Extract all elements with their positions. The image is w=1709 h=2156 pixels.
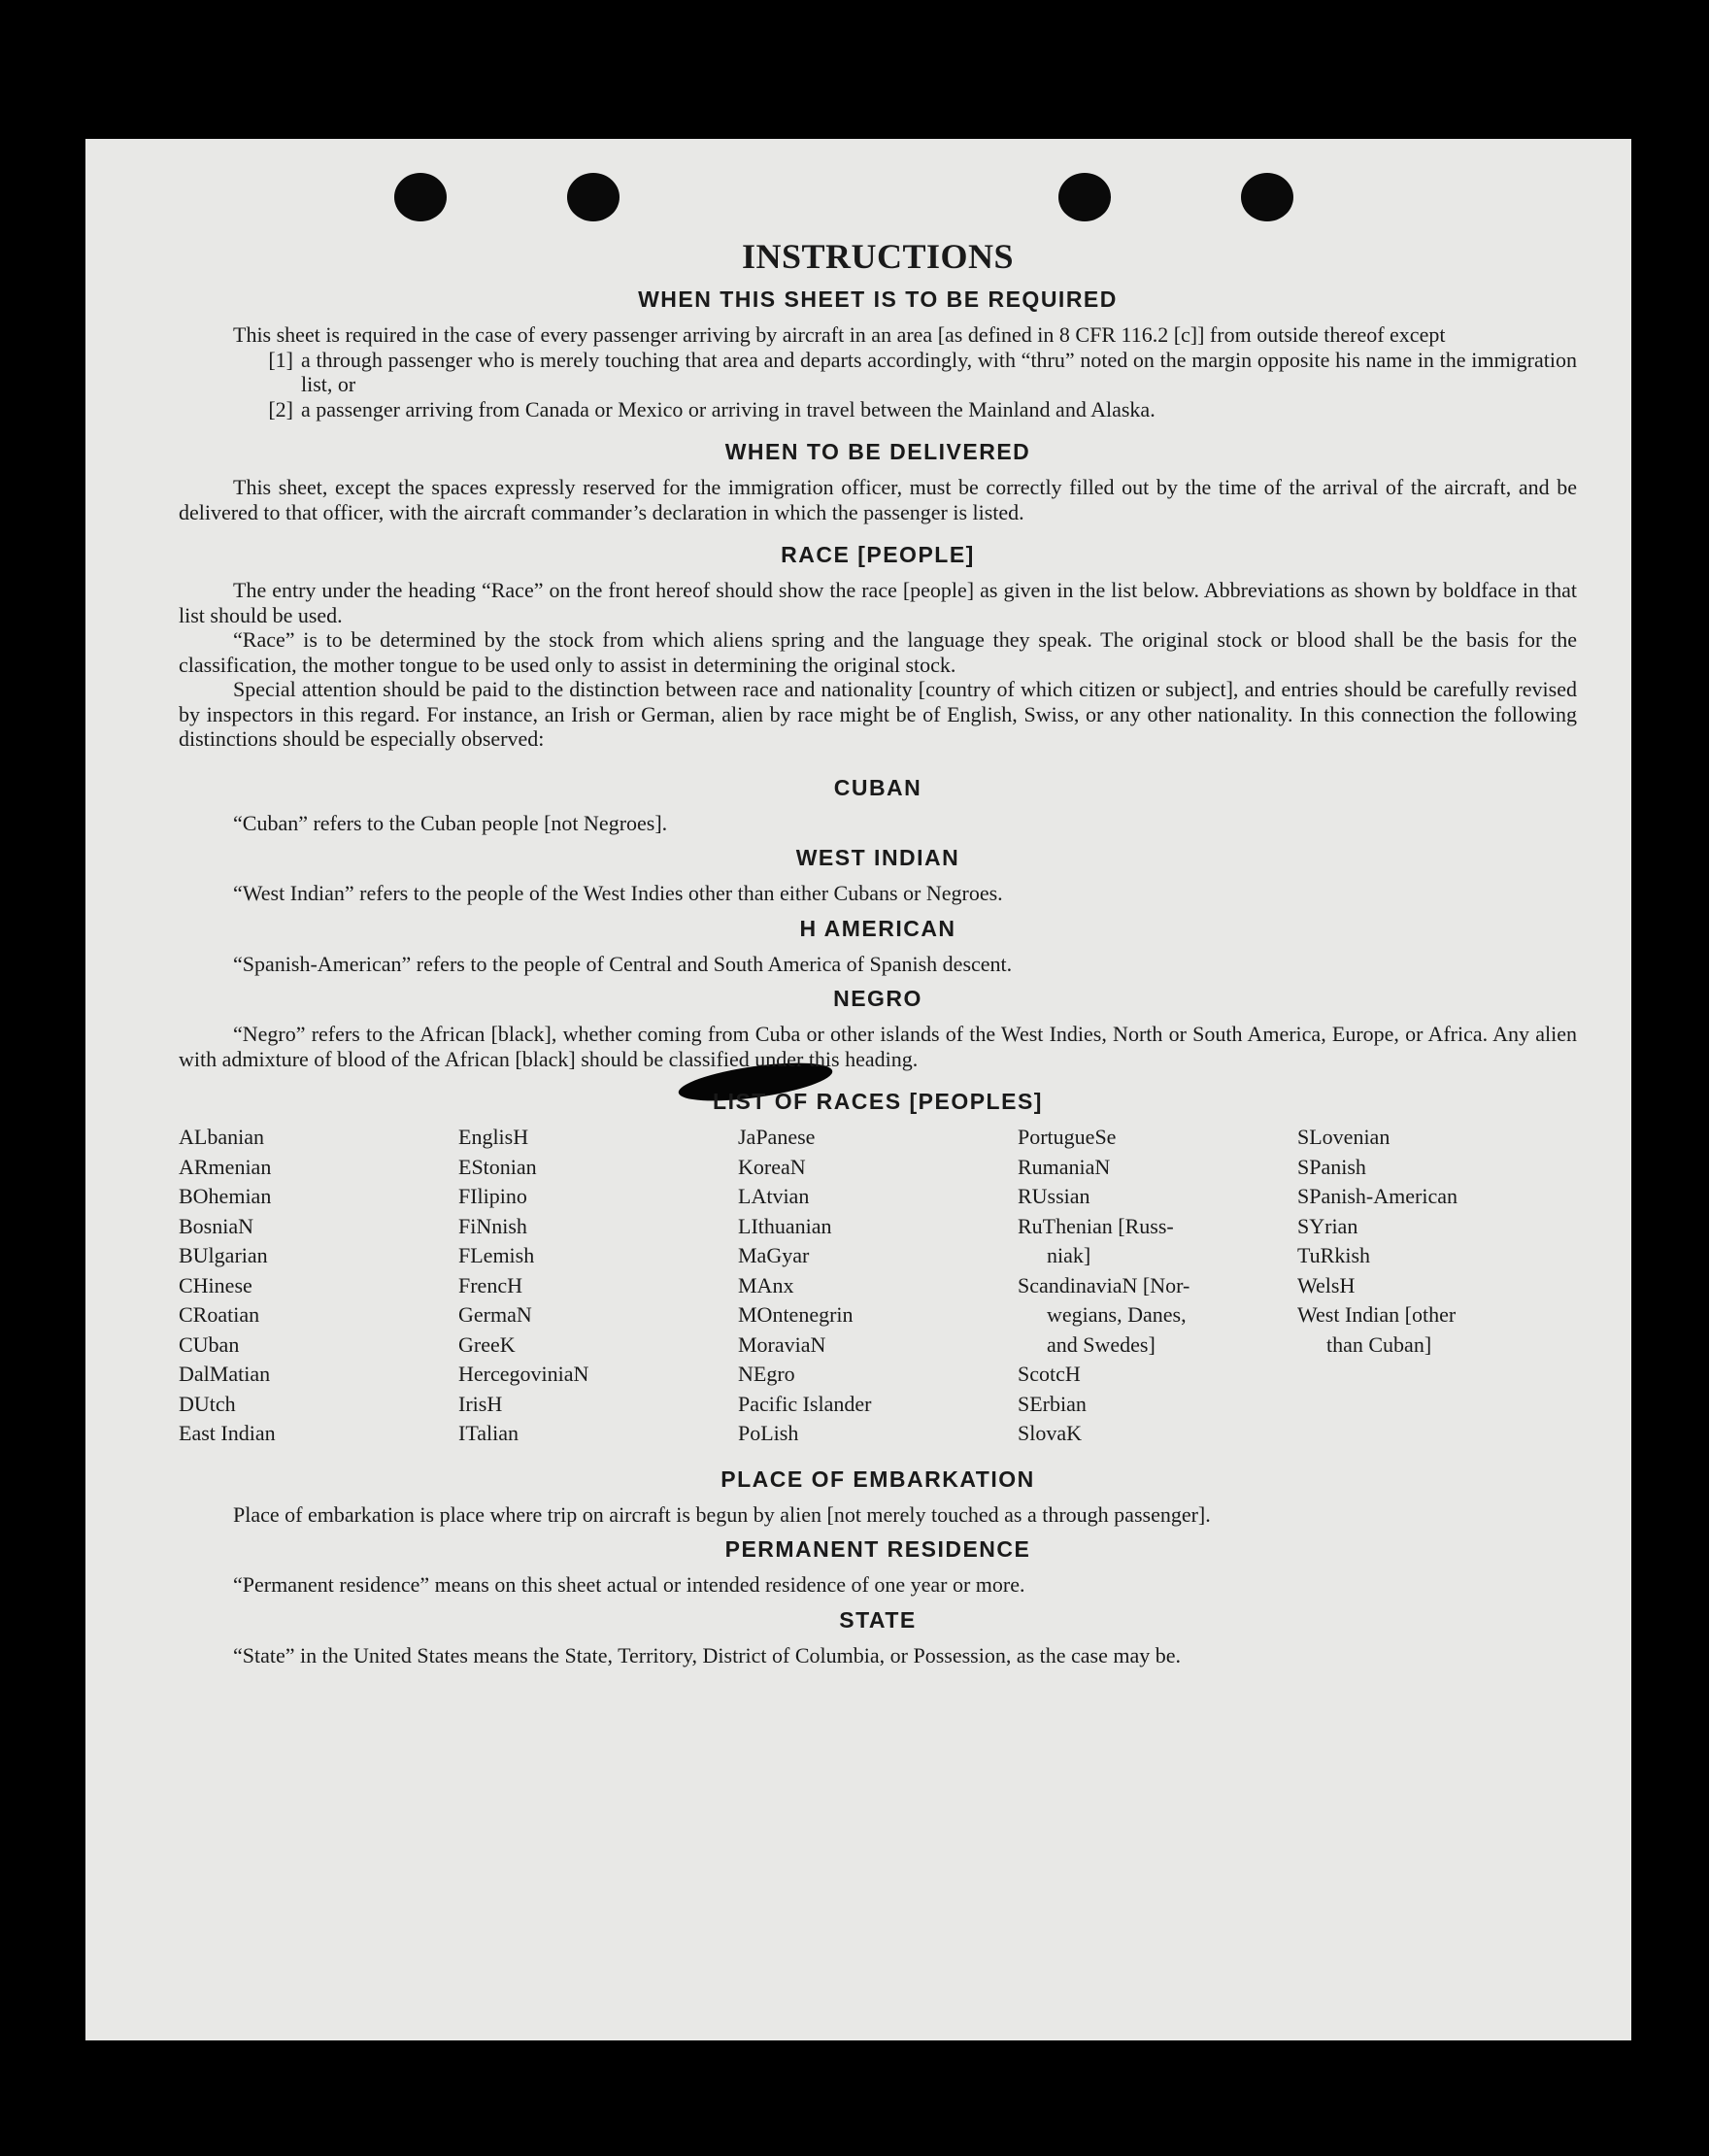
section-heading-residence: PERMANENT RESIDENCE <box>724 1536 1031 1562</box>
race-entry: East Indian <box>179 1421 276 1445</box>
race-entry: and Swedes] <box>1047 1331 1156 1357</box>
document-body <box>179 236 1577 1668</box>
race-entry: niak] <box>1047 1243 1091 1267</box>
section-heading-when-delivered: WHEN TO BE DELIVERED <box>724 439 1031 464</box>
races-column <box>458 1123 738 1449</box>
race-entry: ScotcH <box>1018 1362 1081 1386</box>
races-column <box>738 1123 1018 1449</box>
race-entry: BOhemian <box>179 1184 272 1208</box>
race-entry: SLovenian <box>1297 1125 1391 1149</box>
paragraph: The entry under the heading “Race” on the front hereof should show the race [people] as given in the list below. Abbreviations as shown by boldface in that list should be used. <box>179 578 1577 627</box>
punch-hole <box>567 173 620 221</box>
race-entry: than Cuban] <box>1326 1331 1432 1357</box>
race-entry: FrencH <box>458 1272 522 1297</box>
race-entry: BUlgarian <box>179 1243 268 1267</box>
race-entry: NEgro <box>738 1362 795 1386</box>
instruction-sheet <box>85 139 1631 2040</box>
paragraph: This sheet, except the spaces expressly reserved for the immigration officer, must be correctly filled out by the time of the arrival of the aircraft, and be delivered to that officer, with the aircraft commander’s declaration in which the passenger is listed. <box>179 475 1577 524</box>
punch-hole <box>1241 173 1293 221</box>
race-entry: HercegoviniaN <box>458 1362 589 1386</box>
paragraph: “Race” is to be determined by the stock from which aliens spring and the language they speak. The original stock or blood shall be the basis for the classification, the mother tongue to be used only to assist in determining the original stock. <box>179 627 1577 677</box>
races-column <box>1297 1123 1577 1449</box>
race-entry: LIthuanian <box>738 1213 832 1238</box>
section-heading-embarkation: PLACE OF EMBARKATION <box>720 1465 1035 1492</box>
paragraph: “State” in the United States means the State, Territory, District of Columbia, or Possession, as the case may be. <box>233 1642 1182 1668</box>
paragraph: “Negro” refers to the African [black], whether coming from Cuba or other islands of the West Indies, North or South America, Europe, or Africa. Any alien with admixture of blood of the African [black] should be classified under this heading. <box>179 1022 1577 1071</box>
paragraph: “Cuban” refers to the Cuban people [not Negroes]. <box>233 810 668 835</box>
race-entry: SYrian <box>1297 1213 1358 1238</box>
race-entry: FLemish <box>458 1243 535 1267</box>
race-entry: GreeK <box>458 1331 516 1357</box>
race-entry: KoreaN <box>738 1154 806 1179</box>
races-list <box>179 1123 1577 1449</box>
races-column <box>179 1123 458 1449</box>
race-entry: ITalian <box>458 1421 519 1445</box>
race-entry: RUssian <box>1018 1184 1090 1208</box>
race-entry: LAtvian <box>738 1184 810 1208</box>
section-heading-state: STATE <box>839 1606 917 1633</box>
race-entry: TuRkish <box>1297 1243 1371 1267</box>
punch-hole <box>1058 173 1111 221</box>
race-entry: ARmenian <box>179 1154 272 1179</box>
item-text: a passenger arriving from Canada or Mexico or arriving in travel between the Mainland and Alaska. <box>301 396 1156 421</box>
section-heading-race: RACE [PEOPLE] <box>781 542 975 567</box>
race-entry: JaPanese <box>738 1125 816 1149</box>
race-entry: EStonian <box>458 1154 537 1179</box>
paragraph: Special attention should be paid to the distinction between race and nationality [country of which citizen or subject], and entries should be carefully revised by inspectors in this regard. For instance, an Irish or German, alien by race might be of English, Swiss, or any other nationality. In this connection the following distinctions should be especially observed: <box>179 677 1577 751</box>
race-entry: Pacific Islander <box>738 1391 872 1416</box>
item-number: [1] <box>268 347 293 372</box>
paragraph: Place of embarkation is place where trip on aircraft is begun by alien [not merely touched as a through passenger]. <box>233 1501 1211 1527</box>
race-entry: ScandinaviaN [Nor- <box>1018 1272 1190 1297</box>
page-title: INSTRUCTIONS <box>741 237 1015 276</box>
race-entry: BosniaN <box>179 1213 253 1238</box>
race-entry: PortugueSe <box>1018 1125 1117 1149</box>
races-column <box>1018 1123 1297 1449</box>
section-heading-cuban: CUBAN <box>833 774 922 800</box>
section-heading-when-required: WHEN THIS SHEET IS TO BE REQUIRED <box>638 286 1118 312</box>
race-entry: SPanish <box>1297 1154 1366 1179</box>
paragraph: “West Indian” refers to the people of the West Indies other than either Cubans or Negroes. <box>233 881 1003 905</box>
race-entry: ALbanian <box>179 1125 264 1149</box>
race-entry: DalMatian <box>179 1362 271 1386</box>
race-entry: WelsH <box>1297 1272 1356 1297</box>
race-entry: DUtch <box>179 1391 236 1416</box>
race-entry: wegians, Danes, <box>1047 1302 1187 1327</box>
list-item <box>179 348 1577 397</box>
race-entry: MOntenegrin <box>738 1302 854 1327</box>
item-text: a through passenger who is merely touching that area and departs accordingly, with “thru” noted on the margin opposite his name in the immigration list, or <box>301 347 1577 396</box>
race-entry: RumaniaN <box>1018 1154 1111 1179</box>
section-heading-list-of-races: LIST OF RACES [PEOPLES] <box>713 1089 1043 1114</box>
section-heading-negro: NEGRO <box>833 986 922 1011</box>
race-entry: FiNnish <box>458 1213 527 1238</box>
race-entry: SPanish-American <box>1297 1184 1458 1208</box>
race-entry: CRoatian <box>179 1302 260 1327</box>
race-entry: EnglisH <box>458 1125 529 1149</box>
race-entry: CUban <box>179 1331 240 1357</box>
punch-hole <box>394 173 447 221</box>
race-entry: IrisH <box>458 1391 503 1416</box>
race-entry: MaGyar <box>738 1243 810 1267</box>
paragraph: “Spanish-American” refers to the people of Central and South America of Spanish descent. <box>233 951 1013 976</box>
race-entry: RuThenian [Russ- <box>1018 1213 1174 1238</box>
item-number: [2] <box>268 396 293 421</box>
paragraph: “Permanent residence” means on this sheet actual or intended residence of one year or more. <box>233 1572 1025 1597</box>
race-entry: GermaN <box>458 1302 532 1327</box>
race-entry: FIlipino <box>458 1184 527 1208</box>
race-entry: CHinese <box>179 1272 252 1297</box>
race-entry: MoraviaN <box>738 1331 826 1357</box>
paragraph: This sheet is required in the case of every passenger arriving by aircraft in an area [as defined in 8 CFR 116.2 [c]] from outside thereof except <box>233 322 1446 347</box>
race-entry: SlovaK <box>1018 1421 1082 1445</box>
section-heading-west-indian: WEST INDIAN <box>795 845 960 870</box>
list-item <box>179 397 1577 422</box>
race-entry: MAnx <box>738 1272 794 1297</box>
race-entry: West Indian [other <box>1297 1302 1457 1327</box>
race-entry: SErbian <box>1018 1391 1087 1416</box>
section-heading-spanish-american: H AMERICAN <box>799 915 956 941</box>
race-entry: PoLish <box>738 1421 799 1445</box>
